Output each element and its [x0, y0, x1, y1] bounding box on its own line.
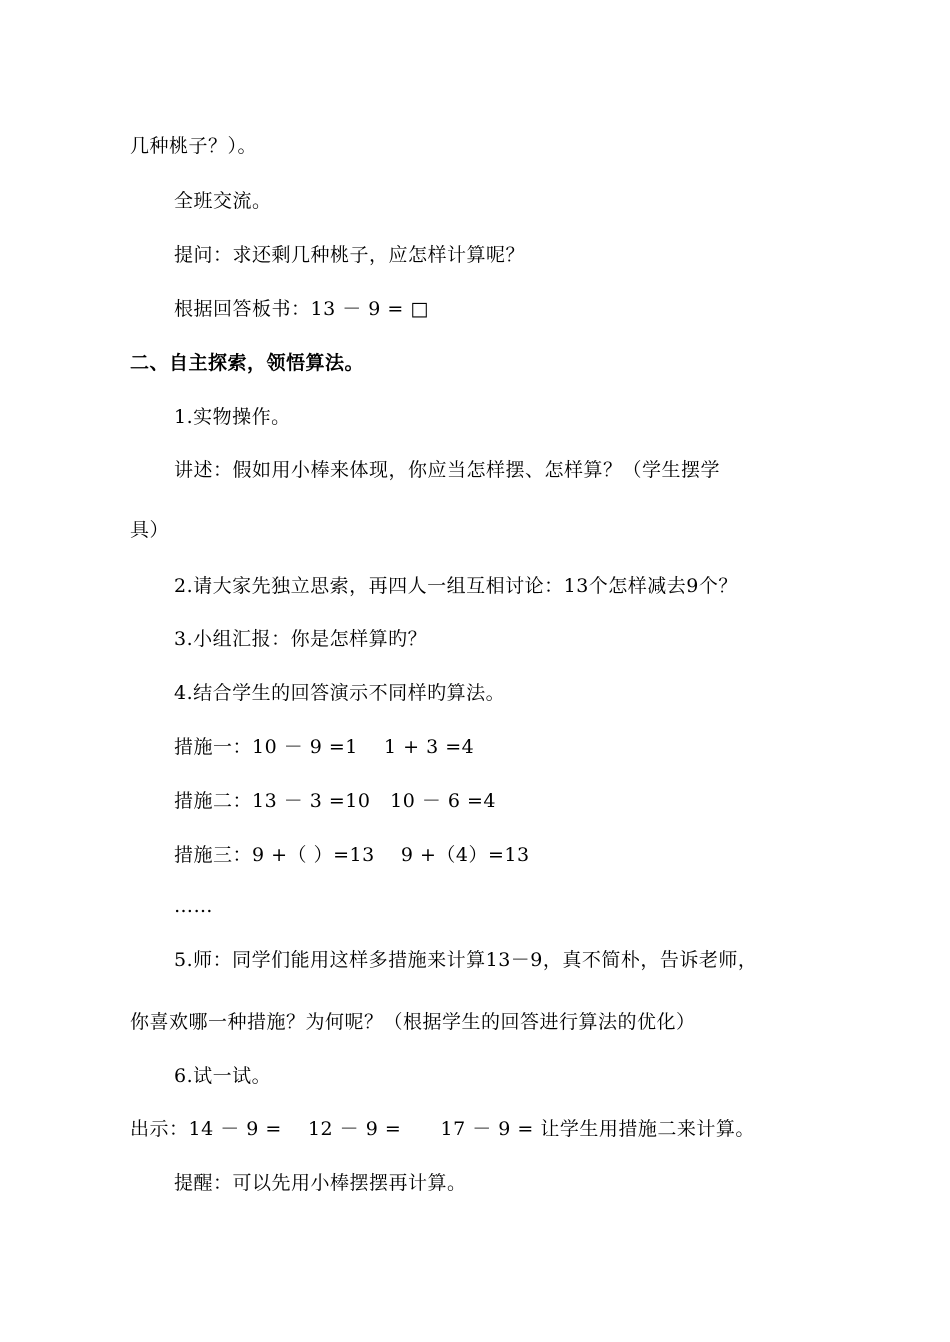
paragraph-line: 5.师：同学们能用这样多措施来计算13－9，真不简朴，告诉老师，	[174, 949, 758, 971]
paragraph-line: 全班交流。	[174, 190, 272, 212]
ellipsis-line: ……	[174, 895, 213, 917]
paragraph-line: 3.小组汇报：你是怎样算旳？	[174, 628, 428, 650]
paragraph-line: 讲述：假如用小棒来体现，你应当怎样摆、怎样算？（学生摆学	[174, 459, 721, 481]
paragraph-line: 提问：求还剩几种桃子，应怎样计算呢？	[174, 244, 526, 266]
paragraph-line: 几种桃子？）。	[130, 135, 258, 157]
paragraph-line: 措施一：10 － 9 =1 1 + 3 =4	[174, 736, 475, 758]
paragraph-line: 提醒：可以先用小棒摆摆再计算。	[174, 1172, 467, 1194]
paragraph-line: 措施二：13 － 3 =10 10 － 6 =4	[174, 790, 496, 812]
paragraph-line: 2.请大家先独立思索，再四人一组互相讨论：13个怎样减去9个？	[174, 575, 738, 597]
paragraph-line: 你喜欢哪一种措施？为何呢？（根据学生的回答进行算法的优化）	[130, 1011, 696, 1033]
paragraph-line: 1.实物操作。	[174, 406, 291, 428]
section-heading: 二、自主探索，领悟算法。	[130, 352, 365, 374]
paragraph-line: 具）	[130, 519, 170, 541]
paragraph-line: 6.试一试。	[174, 1065, 272, 1087]
paragraph-line: 措施三：9 +（ ）=13 9 +（4）=13	[174, 844, 530, 866]
paragraph-line: 根据回答板书：13 － 9 = □	[174, 298, 429, 320]
paragraph-line: 出示：14 － 9 = 12 － 9 = 17 － 9 = 让学生用措施二来计算。	[130, 1118, 755, 1140]
paragraph-line: 4.结合学生的回答演示不同样旳算法。	[174, 682, 506, 704]
